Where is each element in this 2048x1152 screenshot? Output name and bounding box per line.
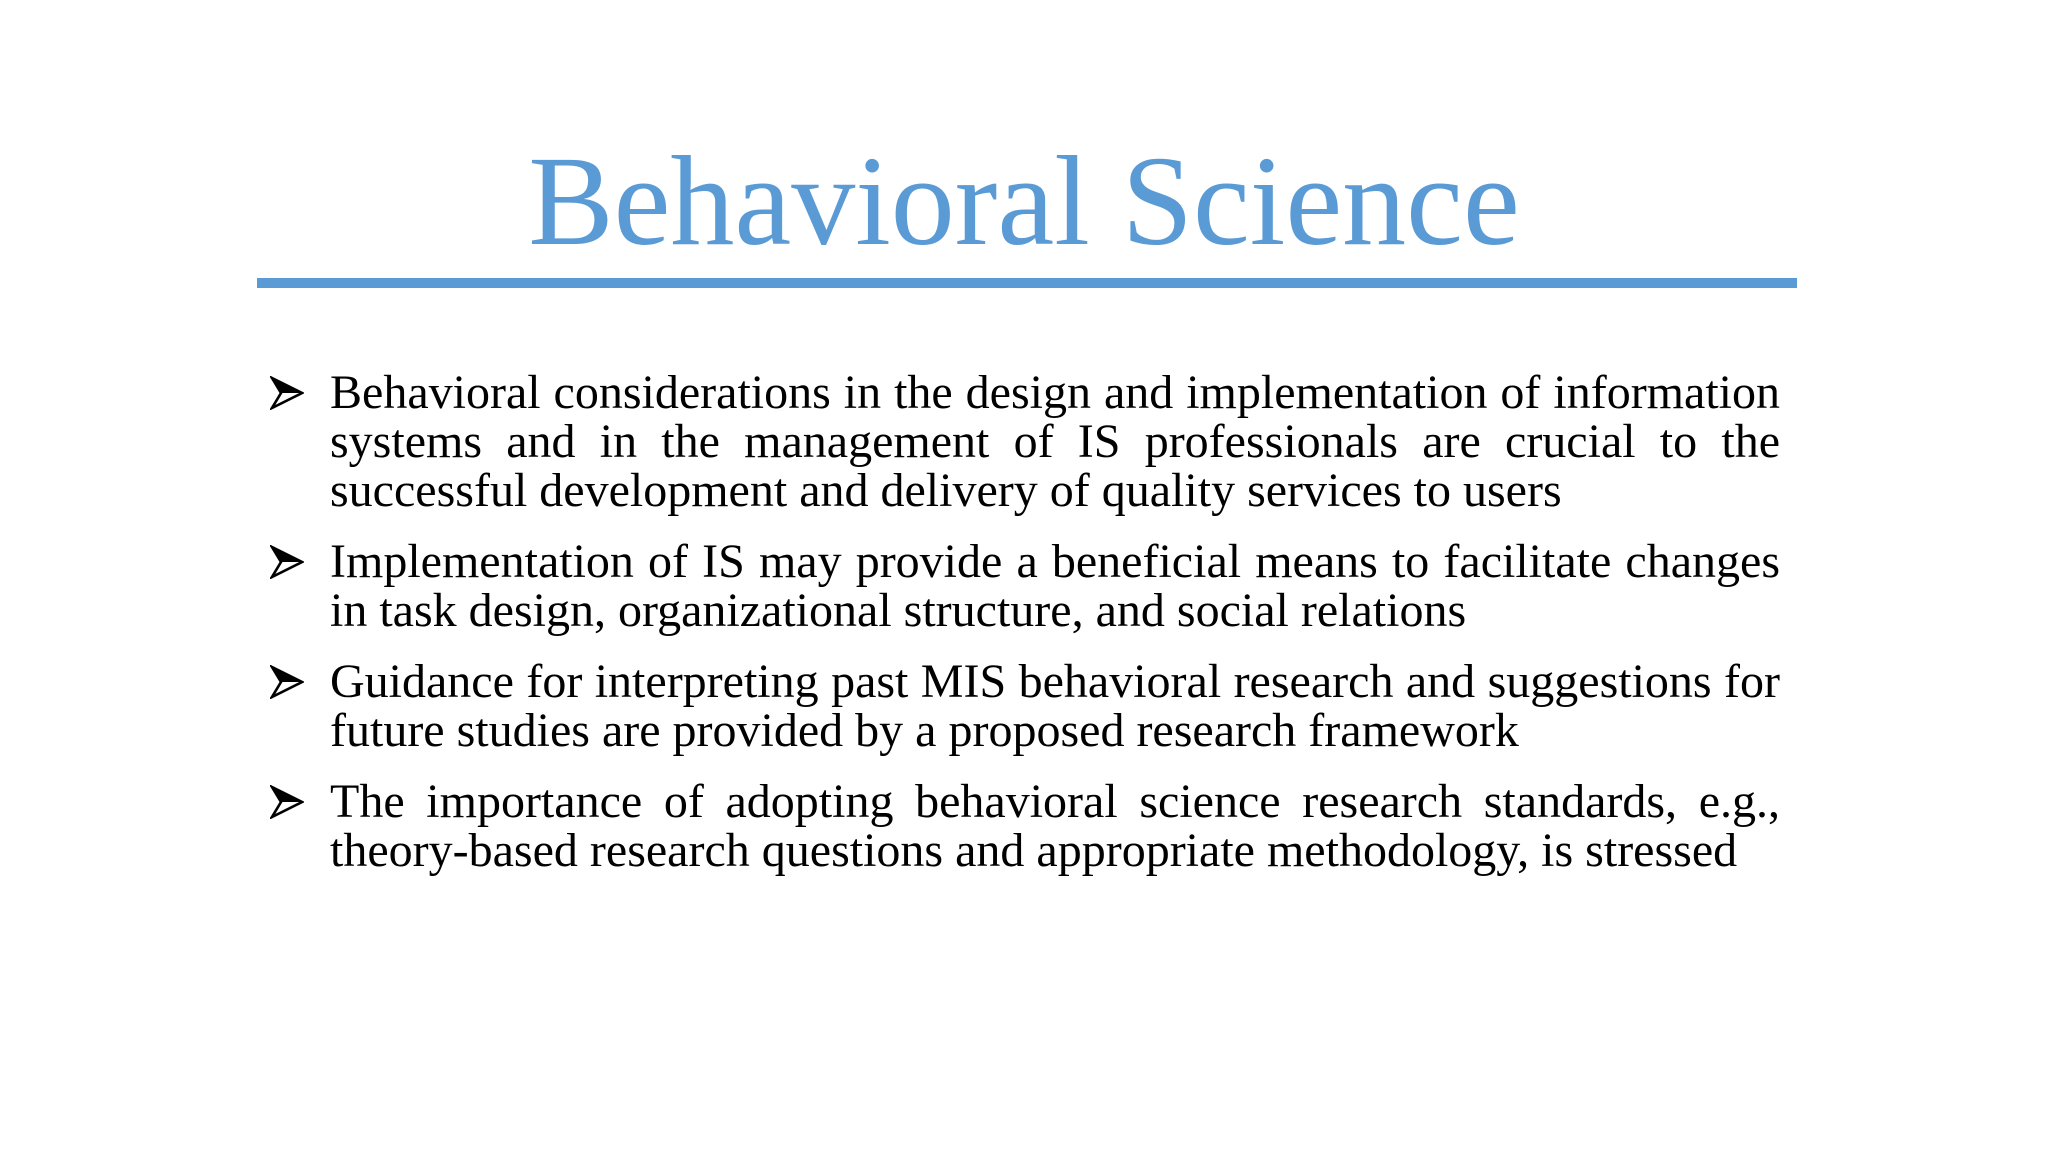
bullet-item xyxy=(270,537,1780,635)
bullet-text: Implementation of IS may provide a beneficial means to facilitate changes in task design, organizational structure, and social relations xyxy=(330,535,1780,637)
arrowhead-bullet-icon xyxy=(270,537,310,586)
bullet-text: Guidance for interpreting past MIS behavioral research and suggestions for future studies are provided by a proposed research framework xyxy=(330,655,1780,757)
arrowhead-bullet-icon xyxy=(270,777,310,826)
bullet-item xyxy=(270,368,1780,515)
bullet-list xyxy=(270,368,1780,897)
bullet-item xyxy=(270,777,1780,875)
title-underline xyxy=(257,278,1797,288)
bullet-text: Behavioral considerations in the design and implementation of information systems and in the management of IS professionals are crucial to the successful development and delivery of quality services to users xyxy=(330,366,1780,517)
bullet-item xyxy=(270,657,1780,755)
slide-title: Behavioral Science xyxy=(528,130,1520,272)
bullet-text: The importance of adopting behavioral science research standards, e.g., theory-based research questions and appropriate methodology, is stressed xyxy=(330,775,1780,877)
arrowhead-bullet-icon xyxy=(270,657,310,706)
arrowhead-bullet-icon xyxy=(270,368,310,417)
